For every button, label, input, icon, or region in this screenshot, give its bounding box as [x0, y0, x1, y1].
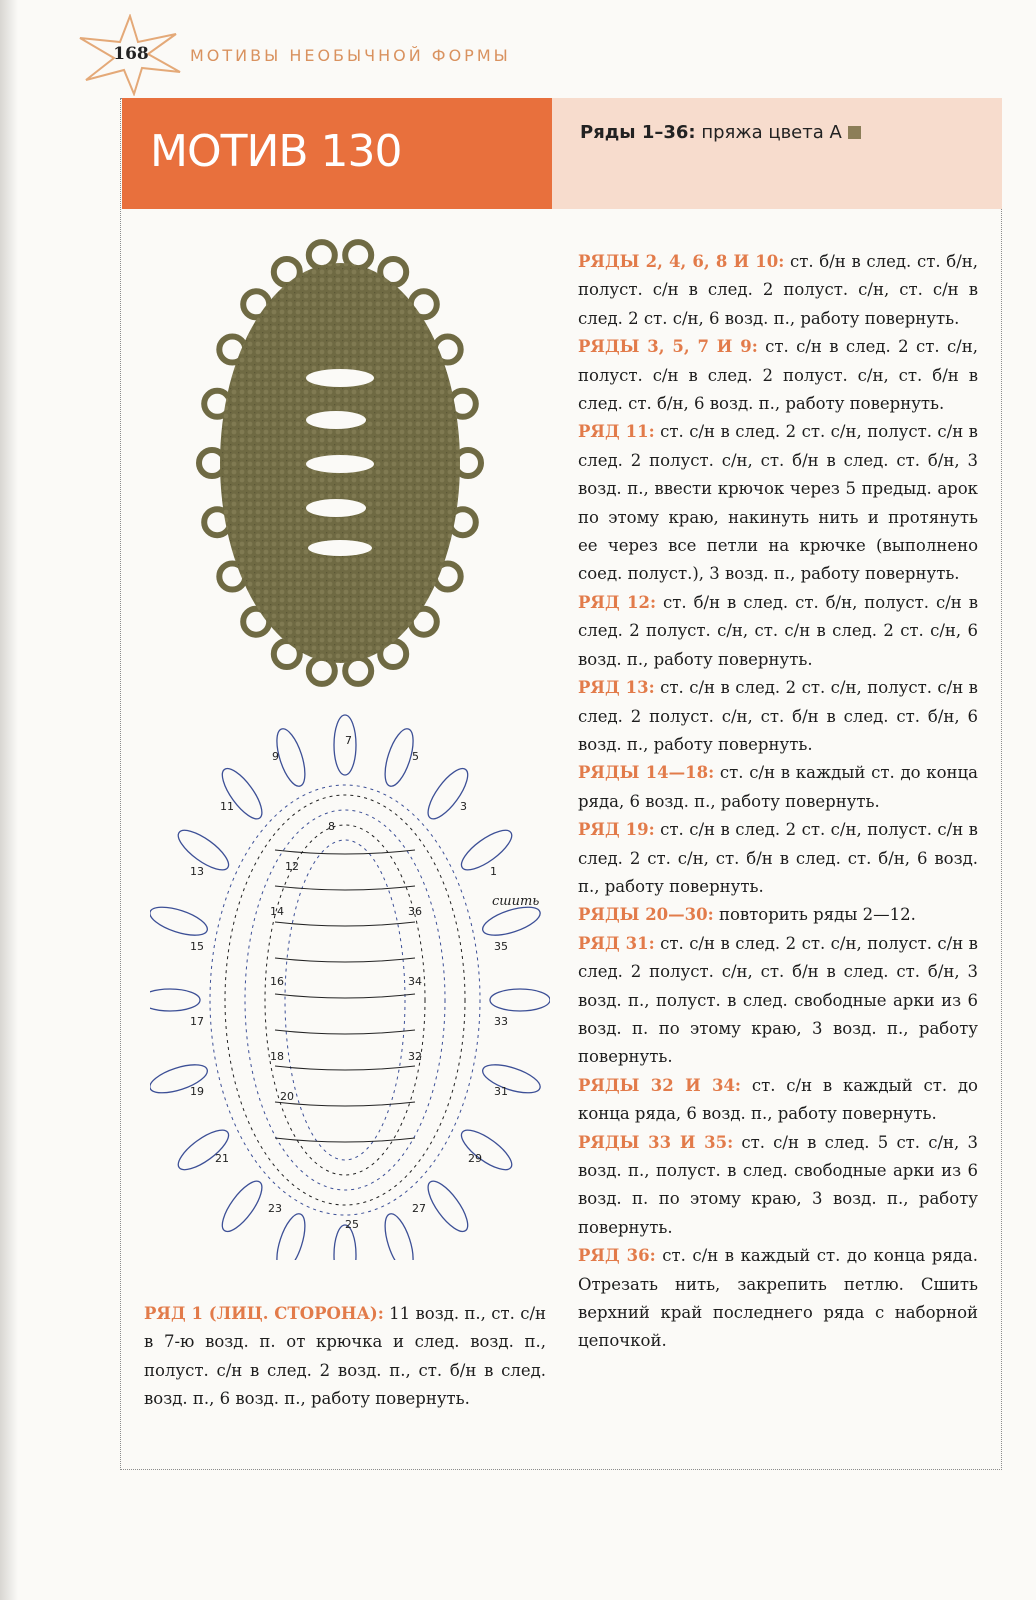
chart-row-number: 35 — [494, 940, 508, 953]
chart-ring — [225, 795, 465, 1205]
chart-stitch-line — [275, 958, 415, 962]
instruction-heading: РЯД 13: — [578, 678, 655, 698]
chart-row-number: 5 — [412, 750, 419, 763]
chart-petal — [421, 1176, 474, 1237]
crochet-chart — [150, 700, 550, 1260]
chart-row-number: 27 — [412, 1202, 426, 1215]
instruction-heading: РЯДЫ 3, 5, 7 И 9: — [578, 337, 758, 357]
chart-petal — [150, 989, 200, 1011]
chart-row-number: 34 — [408, 975, 422, 988]
yarn-text: пряжа цвета А — [695, 122, 842, 143]
row1-instruction — [144, 1300, 546, 1414]
instruction-text: ст. с/н в след. 2 ст. с/н, полуст. с/н в след. 2 полуст. с/н, ст. б/н в след. ст. б/н, 3 возд. п., ввести крючок через 5 предыд. арок по этому краю, накинуть нить и протянуть ее через все петли на крючке (выполнено соед. полуст.), 3 возд. п., работу повернуть. — [578, 422, 978, 584]
instruction-heading: РЯД 11: — [578, 422, 655, 442]
yarn-note — [580, 122, 861, 143]
chart-row-number: 31 — [494, 1085, 508, 1098]
chart-stitch-line — [275, 1030, 415, 1034]
instruction-text: ст. б/н в след. ст. б/н, полуст. с/н в след. 2 полуст. с/н, ст. с/н в след. 2 ст. с/н, 6 возд. п., работу повернуть. — [578, 592, 978, 669]
chart-ring — [285, 840, 405, 1160]
instruction-text: ст. с/н в след. 2 ст. с/н, полуст. с/н в след. 2 полуст. с/н, ст. б/н в след. ст. б/н, 6 возд. п., работу повернуть. — [578, 337, 978, 414]
instruction-heading: РЯДЫ 20—30: — [578, 905, 714, 925]
instruction-heading: РЯД 12: — [578, 592, 657, 612]
chart-row-number: 15 — [190, 940, 204, 953]
yarn-color-swatch — [848, 126, 861, 139]
row1-heading: РЯД 1 (ЛИЦ. СТОРОНА): — [144, 1304, 384, 1323]
chart-stitch-line — [275, 1138, 415, 1142]
instruction-heading: РЯДЫ 32 И 34: — [578, 1075, 742, 1095]
instruction-text: ст. с/н в след. 2 ст. с/н, полуст. с/н в след. 2 полуст. с/н, ст. б/н в след. ст. б/н, 6 возд. п., работу повернуть. — [578, 678, 978, 754]
motif-photo — [190, 228, 490, 698]
motif-title: МОТИВ 130 — [150, 126, 402, 177]
instruction-heading: РЯД 19: — [578, 820, 655, 840]
chart-row-number: 19 — [190, 1085, 204, 1098]
chart-row-number: 29 — [468, 1152, 482, 1165]
chart-petal — [456, 824, 517, 877]
chart-stitch-line — [275, 994, 415, 998]
yarn-panel — [552, 98, 1002, 209]
chart-sew-label: сшить — [492, 894, 540, 909]
chart-petal — [150, 901, 211, 940]
chart-row-number: 14 — [270, 905, 284, 918]
chart-stitch-line — [275, 922, 415, 926]
chart-row-number: 12 — [285, 860, 299, 873]
page-number: 168 — [113, 44, 149, 64]
chart-petal — [216, 763, 269, 824]
chart-ring — [265, 825, 425, 1175]
chart-row-number: 11 — [220, 800, 234, 813]
instruction-text: ст. с/н в каждый ст. до конца ряда, 6 возд. п., работу повернуть. — [578, 1075, 978, 1124]
instruction-heading: РЯДЫ 2, 4, 6, 8 И 10: — [578, 252, 785, 271]
instruction-item — [578, 930, 978, 1072]
chart-petal — [216, 1176, 269, 1237]
instruction-text: повторить ряды 2—12. — [713, 905, 916, 925]
instruction-text: ст. с/н в след. 5 ст. с/н, 3 возд. п., полуст. в след. свободные арки из 6 возд. п. по этому краю, 3 возд. п., работу повернуть. — [578, 1132, 978, 1237]
instruction-item — [578, 759, 978, 816]
chart-row-number: 3 — [460, 800, 467, 813]
instructions-column — [578, 248, 978, 1356]
chart-petal — [421, 763, 474, 824]
instruction-item — [578, 1242, 978, 1356]
instruction-heading: РЯД 31: — [578, 933, 655, 953]
chart-petal — [456, 1123, 517, 1176]
instruction-item — [578, 248, 978, 333]
instruction-item — [578, 674, 978, 759]
chart-stitch-line — [275, 1102, 415, 1106]
chart-row-number: 17 — [190, 1015, 204, 1028]
instruction-item — [578, 1129, 978, 1243]
instruction-text: ст. б/н в след. ст. б/н, полуст. с/н в след. 2 полуст. с/н, ст. с/н в след. 2 ст. с/н, 6 возд. п., работу повернуть. — [578, 252, 978, 328]
chart-ring — [245, 810, 445, 1190]
chart-row-number: 21 — [215, 1152, 229, 1165]
instruction-item — [578, 1072, 978, 1129]
chart-row-number: 1 — [490, 865, 497, 878]
chart-petal — [271, 1211, 310, 1260]
chart-petal — [479, 1059, 543, 1098]
chart-row-number: 33 — [494, 1015, 508, 1028]
instruction-text: ст. с/н в след. 2 ст. с/н, полуст. с/н в след. 2 полуст. с/н, ст. б/н в след. ст. б/н, 3 возд. п., полуст. в след. свободные арки из 6 возд. п. по этому краю, 3 возд. п., работу повернуть. — [578, 933, 978, 1067]
chart-petal — [173, 1123, 234, 1176]
chart-row-number: 13 — [190, 865, 204, 878]
chart-row-number: 8 — [328, 820, 335, 833]
instruction-item — [578, 816, 978, 901]
instruction-heading: РЯДЫ 33 И 35: — [578, 1132, 734, 1152]
instruction-item — [578, 333, 978, 418]
instruction-text: ст. с/н в след. 2 ст. с/н, полуст. с/н в след. 2 ст. с/н, ст. б/н в след. ст. б/н, 6 возд. п., работу повернуть. — [578, 820, 978, 896]
instruction-item — [578, 901, 978, 929]
instruction-heading: РЯД 36: — [578, 1246, 656, 1266]
page-gutter-shadow — [0, 0, 18, 1600]
chart-stitch-line — [275, 850, 415, 854]
chart-row-number: 9 — [272, 750, 279, 763]
chart-stitch-line — [275, 886, 415, 890]
chart-petal — [379, 1211, 418, 1260]
chart-ring — [210, 785, 480, 1215]
instruction-heading: РЯДЫ 14—18: — [578, 763, 715, 783]
chart-row-number: 36 — [408, 905, 422, 918]
instruction-text: ст. с/н в каждый ст. до конца ряда. Отрезать нить, закрепить петлю. Сшить верхний край последнего ряда с наборной цепочкой. — [578, 1246, 978, 1351]
chart-row-number: 25 — [345, 1218, 359, 1231]
section-title: МОТИВЫ НЕОБЫЧНОЙ ФОРМЫ — [190, 46, 511, 65]
instruction-item — [578, 589, 978, 674]
instruction-item — [578, 418, 978, 588]
chart-row-number: 7 — [345, 734, 352, 747]
chart-stitch-line — [275, 1066, 415, 1070]
chart-row-number: 18 — [270, 1050, 284, 1063]
row1-text: 11 возд. п., ст. с/н в 7-ю возд. п. от крючка и след. возд. п., полуст. с/н в след. 2 возд. п., ст. б/н в след. возд. п., 6 возд. п., работу повернуть. — [144, 1304, 547, 1409]
instruction-text: ст. с/н в каждый ст. до конца ряда, 6 возд. п., работу повернуть. — [578, 763, 978, 811]
chart-row-number: 16 — [270, 975, 284, 988]
chart-row-number: 20 — [280, 1090, 294, 1103]
chart-row-number: 32 — [408, 1050, 422, 1063]
chart-row-number: 23 — [268, 1202, 282, 1215]
chart-petal — [490, 989, 550, 1011]
yarn-rows-label: Ряды 1–36: — [580, 122, 696, 143]
